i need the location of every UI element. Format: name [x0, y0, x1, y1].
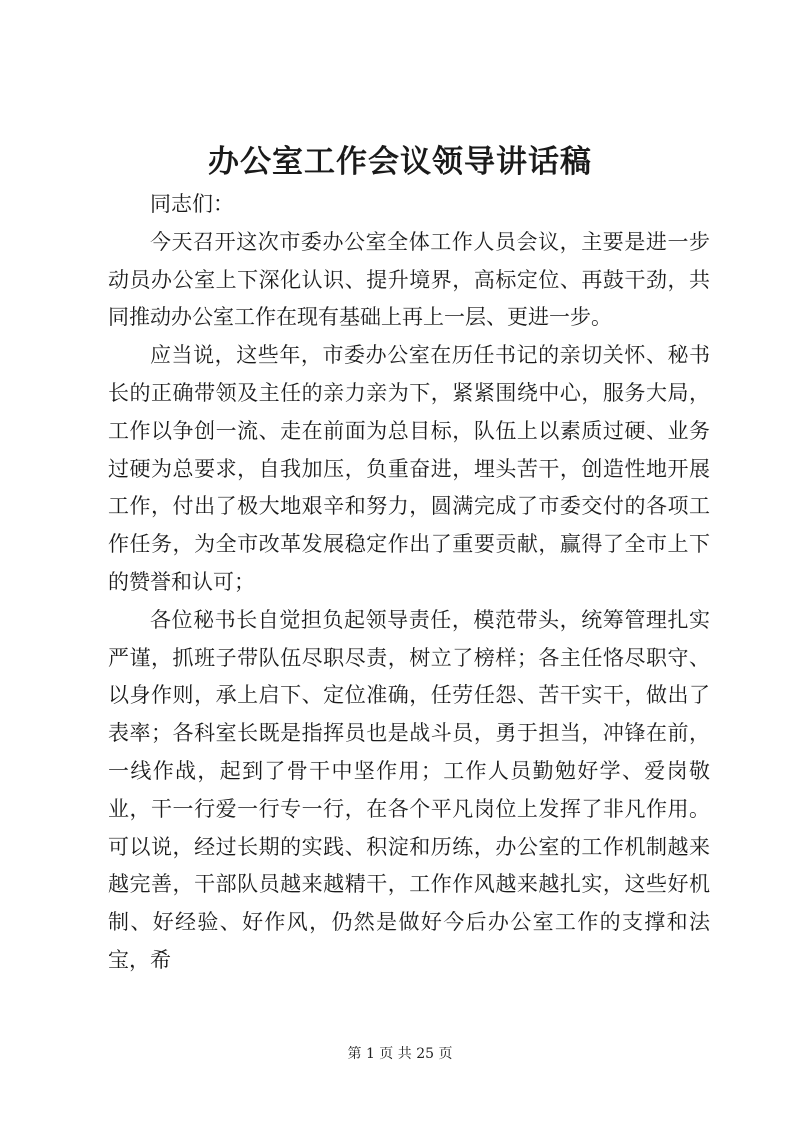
salutation-paragraph: 同志们：: [150, 192, 234, 216]
document-body: [108, 186, 710, 980]
body-paragraph: 应当说，这些年，市委办公室在历任书记的亲切关怀、秘书长的正确带领及主任的亲力亲为下，紧紧围绕中心，服务大局，工作以争创一流、走在前面为总目标，队伍上以素质过硬、业务过硬为总要求，自我加压，负重奋进，埋头苦干，创造性地开展工作，付出了极大地艰辛和努力，圆满完成了市委交付的各项工作任务，为全市改革发展稳定作出了重要贡献，赢得了全市上下的赞誉和认可；: [108, 343, 710, 594]
document-title: 办公室工作会议领导讲话稿: [208, 144, 592, 180]
body-paragraph: 今天召开这次市委办公室全体工作人员会议，主要是进一步动员办公室上下深化认识、提升境界，高标定位、再鼓干劲，共同推动办公室工作在现有基础上再上一层、更进一步。: [108, 229, 710, 330]
page-number-footer: 第 1 页 共 25 页: [347, 1046, 453, 1062]
body-paragraph: 各位秘书长自觉担负起领导责任，模范带头，统筹管理扎实严谨，抓班子带队伍尽职尽责，树立了榜样；各主任恪尽职守、以身作则，承上启下、定位准确，任劳任怨、苦干实干，做出了表率；各科室长既是指挥员也是战斗员，勇于担当，冲锋在前，一线作战，起到了骨干中坚作用；工作人员勤勉好学、爱岗敬业，干一行爱一行专一行，在各个平凡岗位上发挥了非凡作用。可以说，经过长期的实践、积淀和历练，办公室的工作机制越来越完善，干部队员越来越精干，工作作风越来越扎实，这些好机制、好经验、好作风，仍然是做好今后办公室工作的支撑和法宝，希: [108, 607, 710, 972]
